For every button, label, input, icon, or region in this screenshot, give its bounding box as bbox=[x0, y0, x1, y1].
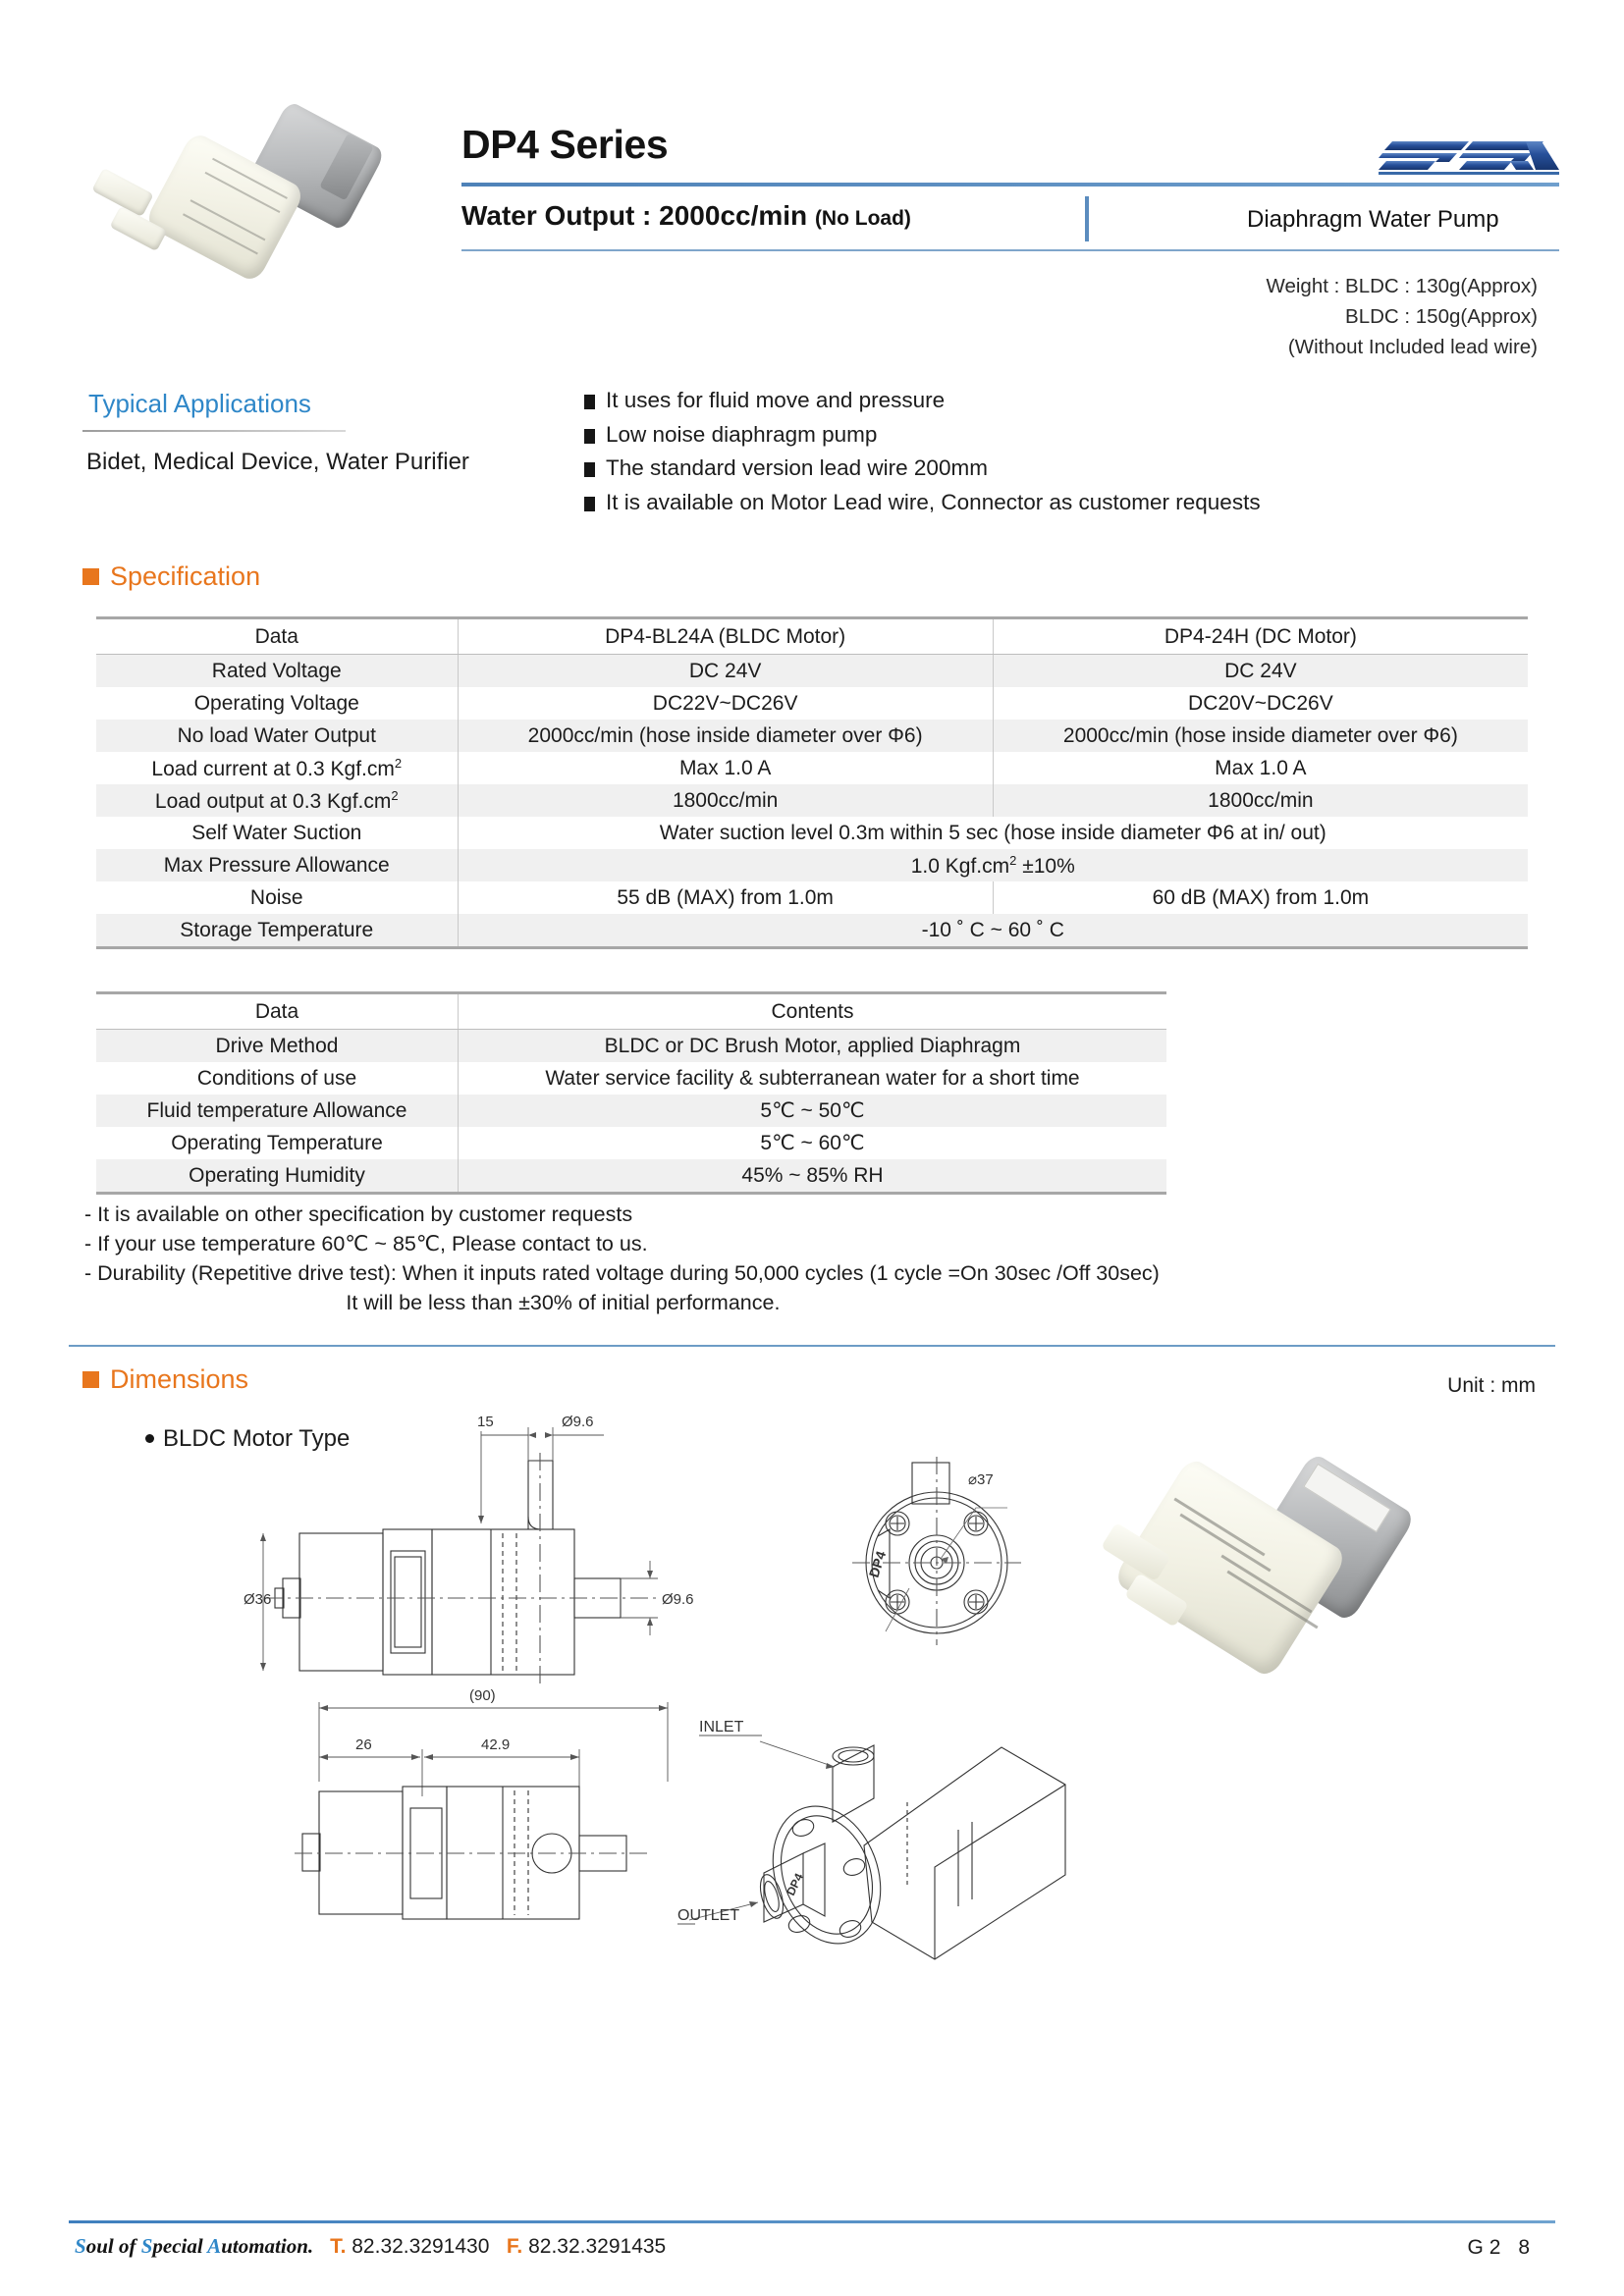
feature-item bbox=[584, 491, 1261, 514]
column-header: Data bbox=[96, 993, 459, 1030]
product-photo-header bbox=[84, 103, 359, 299]
applications-underline bbox=[82, 430, 346, 432]
feature-item bbox=[584, 389, 1261, 412]
header-rule-bottom bbox=[461, 249, 1559, 251]
inlet-label-text: INLET bbox=[699, 1719, 744, 1735]
applications-text: Bidet, Medical Device, Water Purifier bbox=[86, 449, 469, 475]
square-bullet-icon bbox=[584, 429, 595, 444]
table-row bbox=[96, 687, 1528, 720]
section-square-icon bbox=[82, 1371, 99, 1388]
page-title: DP4 Series bbox=[461, 122, 669, 167]
row-label: Rated Voltage bbox=[96, 655, 458, 688]
row-label: Load current at 0.3 $Kgf.cm^2$ bbox=[96, 752, 458, 784]
row-value-dc: DC 24V bbox=[1224, 659, 1297, 682]
row-value-bldc: 1800cc/min bbox=[458, 784, 993, 817]
ssa-logo bbox=[1379, 137, 1559, 185]
page-number: G2 8 bbox=[1467, 2236, 1536, 2259]
tel-number: 82.32.3291430 bbox=[352, 2235, 490, 2258]
row-label: Self Water Suction bbox=[96, 817, 458, 849]
row-label: Drive Method bbox=[96, 1030, 459, 1063]
header-divider bbox=[1085, 196, 1089, 241]
square-bullet-icon bbox=[584, 497, 595, 511]
row-label: Fluid temperature Allowance bbox=[96, 1095, 459, 1127]
brand-t2: pecial bbox=[152, 2234, 208, 2258]
brand-t1: oul of bbox=[85, 2234, 141, 2258]
dim-d37-text: ⌀37 bbox=[968, 1471, 994, 1488]
face-mark-text: DP4 bbox=[865, 1549, 890, 1579]
header-subtitle bbox=[461, 200, 911, 232]
dim-d96-right-text: Ø9.6 bbox=[662, 1591, 694, 1608]
row-value-dc: 1800cc/min bbox=[1208, 788, 1314, 812]
table-row bbox=[96, 849, 1528, 881]
row-value-bldc: DC22V~DC26V bbox=[458, 687, 993, 720]
table-row bbox=[96, 817, 1528, 849]
square-bullet-icon bbox=[584, 462, 595, 477]
dim-d36-text: Ø36 bbox=[244, 1591, 272, 1608]
weight-line-2: BLDC : 150g(Approx) bbox=[1345, 305, 1538, 328]
row-label: Operating Humidity bbox=[96, 1159, 459, 1194]
feature-item bbox=[584, 423, 1261, 447]
weight-line-1: Weight : BLDC : 130g(Approx) bbox=[1266, 275, 1538, 297]
feature-text: It is available on Motor Lead wire, Connector as customer requests bbox=[606, 489, 1261, 514]
feature-item bbox=[584, 456, 1261, 480]
table-row bbox=[96, 881, 1528, 914]
weight-line-3: (Without Included lead wire) bbox=[1287, 336, 1538, 358]
table-row bbox=[96, 1159, 1166, 1194]
row-value-bldc: Max 1.0 A bbox=[458, 752, 993, 784]
row-value: Water suction level 0.3m within 5 sec (hose inside diameter Φ6 at in/ out) bbox=[659, 821, 1326, 844]
row-label: Operating Voltage bbox=[96, 687, 458, 720]
specification-heading-text: Specification bbox=[110, 561, 261, 591]
dimensions-heading bbox=[82, 1364, 248, 1395]
fax-number: 82.32.3291435 bbox=[528, 2235, 667, 2258]
dimensions-heading-text: Dimensions bbox=[110, 1364, 249, 1394]
row-value: 1.0 $Kgf.cm^2 \pm 10\%$ bbox=[910, 852, 1075, 878]
contents-table bbox=[96, 991, 1166, 1195]
round-bullet-icon bbox=[145, 1434, 154, 1443]
row-value: 5℃ ~ 50℃ bbox=[760, 1099, 865, 1122]
row-value: BLDC or DC Brush Motor, applied Diaphragm bbox=[604, 1034, 1021, 1057]
row-label: No load Water Output bbox=[96, 720, 458, 752]
dim-d96-top-text: Ø9.6 bbox=[562, 1414, 594, 1430]
brand-s1: S bbox=[75, 2234, 86, 2258]
footer bbox=[75, 2234, 666, 2259]
table-row bbox=[96, 784, 1528, 817]
feature-list bbox=[584, 389, 1261, 524]
drawing-bottom-view bbox=[295, 1688, 707, 1934]
dim-90-text: (90) bbox=[469, 1687, 496, 1704]
table-row bbox=[96, 1095, 1166, 1127]
column-header: Data bbox=[96, 618, 458, 655]
row-value-bldc: 55 dB (MAX) from 1.0m bbox=[458, 881, 993, 914]
table-row bbox=[96, 1062, 1166, 1095]
footer-rule bbox=[69, 2220, 1555, 2223]
row-value-dc: Max 1.0 A bbox=[1215, 756, 1307, 779]
table-row bbox=[96, 914, 1528, 948]
row-label: Load output at 0.3 $Kgf.cm^2$ bbox=[96, 784, 458, 817]
header-subtitle-main: Water Output : 2000cc/min bbox=[461, 200, 808, 231]
table-row bbox=[96, 655, 1528, 688]
table-header-row bbox=[96, 993, 1166, 1030]
row-value: 45% ~ 85% RH bbox=[459, 1159, 1167, 1194]
table-row bbox=[96, 1127, 1166, 1159]
row-label: Operating Temperature bbox=[96, 1127, 459, 1159]
brand-s2: S bbox=[140, 2234, 153, 2258]
section-square-icon bbox=[82, 568, 99, 585]
product-category: Diaphragm Water Pump bbox=[1247, 206, 1499, 233]
column-header: DP4-BL24A (BLDC Motor) bbox=[458, 618, 993, 655]
fax-label: F. bbox=[506, 2235, 523, 2258]
dim-26-text: 26 bbox=[355, 1736, 372, 1753]
dimensions-rule bbox=[69, 1345, 1555, 1347]
motor-type-text: BLDC Motor Type bbox=[163, 1425, 351, 1452]
applications-heading: Typical Applications bbox=[88, 389, 311, 418]
specification-heading bbox=[82, 561, 260, 592]
specification-table bbox=[96, 616, 1528, 949]
row-value-dc: 2000cc/min (hose inside diameter over Φ6) bbox=[1062, 723, 1458, 747]
feature-text: The standard version lead wire 200mm bbox=[606, 455, 988, 480]
weight-info bbox=[1267, 271, 1539, 362]
column-header: DP4-24H (DC Motor) bbox=[993, 618, 1528, 655]
square-bullet-icon bbox=[584, 395, 595, 409]
column-header: Contents bbox=[459, 993, 1167, 1030]
note-item: - It is available on other specification by customer requests bbox=[84, 1202, 633, 1226]
note-item: - If your use temperature 60℃ ~ 85℃, Please contact to us. bbox=[84, 1232, 648, 1255]
table-row bbox=[96, 752, 1528, 784]
drawing-side-view bbox=[245, 1414, 707, 1688]
row-label: Conditions of use bbox=[96, 1062, 459, 1095]
row-value: Water service facility & subterranean water for a short time bbox=[545, 1066, 1080, 1090]
specification-notes bbox=[84, 1200, 1160, 1317]
drawing-front-view bbox=[850, 1453, 1076, 1664]
row-label: Storage Temperature bbox=[96, 914, 458, 948]
feature-text: Low noise diaphragm pump bbox=[606, 421, 878, 447]
footer-brand bbox=[75, 2234, 318, 2258]
row-value-dc: DC20V~DC26V bbox=[1188, 691, 1333, 715]
table-row bbox=[96, 1030, 1166, 1063]
table-row bbox=[96, 720, 1528, 752]
brand-a: A bbox=[207, 2234, 222, 2258]
row-value-bldc: DC 24V bbox=[458, 655, 993, 688]
note-item: It will be less than ±30% of initial performance. bbox=[346, 1291, 781, 1314]
pump-illustration bbox=[84, 103, 359, 299]
header-subtitle-note: (No Load) bbox=[814, 207, 911, 230]
dim-15-text: 15 bbox=[477, 1414, 494, 1430]
table-header-row bbox=[96, 618, 1528, 655]
row-value: 5℃ ~ 60℃ bbox=[760, 1132, 865, 1154]
drawing-iso-view bbox=[677, 1719, 1070, 1983]
dim-429-text: 42.9 bbox=[481, 1736, 511, 1753]
row-label: Max Pressure Allowance bbox=[96, 849, 458, 881]
tel-label: T. bbox=[330, 2235, 347, 2258]
feature-text: It uses for fluid move and pressure bbox=[606, 388, 946, 412]
product-photo-dimensions bbox=[1098, 1467, 1412, 1673]
row-value: -10 ˚ C ~ 60 ˚ C bbox=[458, 914, 1528, 948]
note-item: - Durability (Repetitive drive test): When it inputs rated voltage during 50,000 cycles (1 cycle =On 30sec /Off 30sec) bbox=[84, 1261, 1160, 1285]
unit-label: Unit : mm bbox=[1447, 1374, 1536, 1397]
brand-t3: utomation. bbox=[221, 2234, 314, 2258]
row-value-dc: 60 dB (MAX) from 1.0m bbox=[1152, 885, 1370, 909]
outlet-label-text: OUTLET bbox=[677, 1907, 740, 1924]
row-label: Noise bbox=[96, 881, 458, 914]
row-value-bldc: 2000cc/min (hose inside diameter over Φ6) bbox=[458, 720, 993, 752]
iso-face-mark: DP4 bbox=[784, 1871, 806, 1898]
